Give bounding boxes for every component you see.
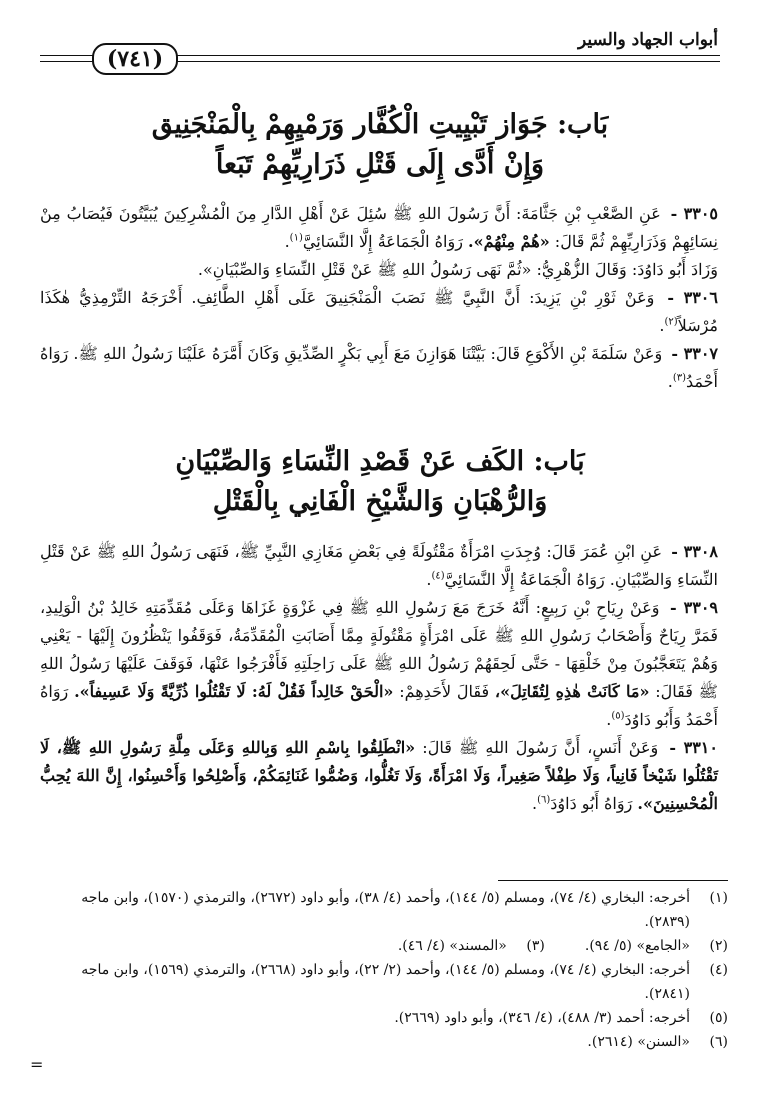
footnote-3 [398, 934, 545, 958]
hadith-3308 [40, 538, 718, 594]
footnote-separator [498, 880, 728, 881]
chapter-heading-1-line-1: بَاب: جَوَاز تَبْيِيتِ الْكُفَّار وَرَمْيِهِمْ بِالْمَنْجَنِيق [151, 109, 609, 140]
running-title: أبواب الجهاد والسير [577, 30, 718, 50]
footnote-number: (٢) [709, 938, 728, 954]
footnote-text: أخرجه: البخاري (٤/ ٧٤)، ومسلم (٥/ ١٤٤)، وأحمد (٤/ ٣٨)، وأبو داود (٢٦٧٢)، والترمذي (١٥٧٠)، وابن ماجه (٢٨٣٩). [81, 890, 690, 930]
footnote-4 [40, 958, 728, 1006]
hadith-text: وَعَنْ رِيَاحِ بْنِ رَبِيعٍ: أَنَّهُ خَرَجَ مَعَ رَسُولِ اللهِ ﷺ فِي غَزْوَةٍ غَزَاهَا وَعَلَى مُقَدِّمَتِهِ خَالِدُ بْنُ الْوَلِيدِ، فَمَرَّ رِيَاحٌ وَأَصْحَابُ رَسُولِ اللهِ ﷺ عَلَى امْرَأَةٍ مَقْتُولَةٍ مِمَّا أَصَابَتِ الْمُقَدِّمَةُ، فَوَقَفُوا يَنْظُرُونَ إِلَيْهَا - يَعْنِي وَهُمْ يَتَعَجَّبُونَ مِنْ خَلْقِهَا - حَتَّى لَحِقَهُمْ رَسُولُ اللهِ ﷺ عَلَى رَاحِلَتِهِ فَأَفْرَجُوا عَنْهَا، فَوَقَفَ عَلَيْهَا رَسُولُ اللهِ ﷺ فَقَالَ: [40, 598, 718, 701]
chapter-heading-2-line-2: وَالرُّهْبَانِ وَالشَّيْخِ الْفَانِي بِالْقَتْلِ [212, 486, 548, 517]
chapter-heading-2-line-1: بَاب: الكَف عَنْ قَصْدِ النِّسَاءِ وَالصِّبْيَانِ [175, 446, 585, 477]
hadith-source: رَوَاهُ أَبُو دَاوُدَ [550, 794, 633, 813]
footnote-text: «الجامع» (٥/ ٩٤). [584, 938, 690, 954]
footnote-ref[interactable]: (٢) [664, 316, 678, 328]
hadith-number: ٣٣٠٩ - [670, 598, 719, 617]
footnote-ref[interactable]: (١) [289, 232, 303, 244]
footnote-ref[interactable]: (٤) [431, 570, 445, 582]
prophetic-quote: «انْطَلِقُوا بِاسْمِ اللهِ وَبِاللهِ وَعَلَى مِلَّةِ رَسُولِ اللهِ ﷺ، لَا تَقْتُلُوا شَيْخاً فَانِياً، وَلَا طِفْلاً صَغِيراً، وَلَا امْرَأَةً، وَلَا تَغُلُّوا، وَضُمُّوا غَنَائِمَكُمْ، وَأَصْلِحُوا وَأَحْسِنُوا، إِنَّ اللهَ يُحِبُّ الْمُحْسِنِينَ». [40, 738, 718, 813]
footnote-number: (٦) [709, 1034, 728, 1050]
hadith-3305-addition [40, 256, 718, 284]
footnote-number: (١) [709, 890, 728, 906]
prophetic-quote: «مَا كَانَتْ هٰذِهِ لِتُقَاتِلَ»، [494, 682, 650, 701]
hadith-3305 [40, 200, 718, 256]
continues-mark: = [30, 1055, 44, 1074]
hadith-text: عَنِ ابْنِ عُمَرَ قَالَ: وُجِدَتِ امْرَأَةٌ مَقْتُولَةً فِي بَعْضِ مَغَازِي النَّبِيِّ ﷺ، فَنَهَى رَسُولُ اللهِ ﷺ عَنْ قَتْلِ النِّسَاءِ وَالصِّبْيَانِ. رَوَاهُ الْجَمَاعَةُ إِلَّا النَّسَائِيَّ [40, 542, 718, 589]
footnote-number: (٣) [526, 938, 545, 954]
prophetic-quote: «الْحَقْ خَالِداً فَقُلْ لَهُ: لَا تَقْتُلُوا ذُرِّيَّةً وَلَا عَسِيفاً». [74, 682, 394, 701]
hadith-number: ٣٣٠٥ - [670, 204, 718, 223]
footnote-ref[interactable]: (٣) [672, 372, 687, 384]
hadith-source: رَوَاهُ أَحْمَدُ وَأَبُو دَاوُدَ [40, 682, 718, 729]
footnote-ref[interactable]: (٦) [537, 794, 551, 806]
hadith-source: رَوَاهُ الْجَمَاعَةُ إِلَّا النَّسَائِيَّ [302, 232, 463, 251]
footnote-text: «المسند» (٤/ ٤٦). [397, 938, 507, 954]
footnote-text: «السنن» (٢٦١٤). [587, 1034, 690, 1050]
body-block-1 [40, 200, 718, 396]
hadith-text: وَعَنْ أَنَسٍ، أَنَّ رَسُولَ اللهِ ﷺ قَالَ: [422, 738, 659, 757]
footnote-text: أخرجه: أحمد (٣/ ٤٨٨)، (٤/ ٣٤٦)، وأبو داود (٢٦٦٩). [394, 1010, 690, 1026]
hadith-end: . [532, 794, 538, 813]
footnote-1 [40, 886, 728, 934]
hadith-end: . [659, 316, 665, 335]
footnote-6 [40, 1030, 728, 1054]
hadith-text: عَنِ الصَّعْبِ بْنِ جَثَّامَةَ: أَنَّ رَسُولَ اللهِ ﷺ سُئِلَ عَنْ أَهْلِ الدَّارِ مِنَ الْمُشْرِكِينَ يُبَيَّتُونَ فَيُصَابُ مِنْ نِسَائِهِمْ وَذَرَارِيِّهِمْ ثُمَّ قَالَ: [40, 204, 718, 251]
hadith-text-mid: فَقَالَ لأَحَدِهِمْ: [399, 682, 490, 701]
hadith-end: . [426, 570, 432, 589]
footnote-text: أخرجه: البخاري (٤/ ٧٤)، ومسلم (٥/ ١٤٤)، وأحمد (٢/ ٢٢)، وأبو داود (٢٦٦٨)، والترمذي (١٥٦٩)، وابن ماجه (٢٨٤١). [81, 962, 690, 1002]
hadith-3306 [40, 284, 718, 340]
hadith-end: . [606, 710, 612, 729]
chapter-heading-1 [40, 105, 720, 185]
hadith-text: وَعَنْ سَلَمَةَ بْنِ الأَكْوَعِ قَالَ: بَيَّتْنَا هَوَازِنَ مَعَ أَبِي بَكْرٍ الصِّدِّيقِ وَكَانَ أَمَّرَهُ عَلَيْنَا رَسُولُ اللهِ ﷺ. رَوَاهُ أَحْمَدُ [40, 344, 718, 391]
hadith-number: ٣٣٠٧ - [671, 344, 718, 363]
hadith-3310 [40, 734, 718, 818]
page-header [30, 28, 730, 78]
hadith-text: وَعَنْ ثَوْرِ بْنِ يَزِيدَ: أَنَّ النَّبِيَّ ﷺ نَصَبَ الْمَنْجَنِيقَ عَلَى أَهْلِ الطَّائِفِ. أَخْرَجَهُ التِّرْمِذِيُّ هٰكَذَا مُرْسَلاً [40, 288, 718, 335]
footnotes [40, 886, 728, 1054]
hadith-number: ٣٣٠٨ - [671, 542, 719, 561]
hadith-end: . [667, 372, 673, 391]
footnote-5 [40, 1006, 728, 1030]
page-number: (٧٤١) [92, 43, 178, 75]
footnote-2 [585, 934, 728, 958]
chapter-heading-1-line-2: وَإِنْ أَدَّى إِلَى قَتْلِ ذَرَارِيِّهِمْ تَبَعاً [215, 149, 545, 180]
hadith-number: ٣٣١٠ - [669, 738, 718, 757]
hadith-3309 [40, 594, 718, 734]
hadith-end: . [284, 232, 290, 251]
footnotes-2-3 [40, 934, 728, 958]
footnote-number: (٥) [709, 1010, 728, 1026]
hadith-number: ٣٣٠٦ - [667, 288, 718, 307]
footnote-number: (٤) [709, 962, 728, 978]
hadith-3307 [40, 340, 718, 396]
hadith-text: وَزَادَ أَبُو دَاوُدَ: وَقَالَ الزُّهْرِيُّ: «ثُمَّ نَهَى رَسُولُ اللهِ ﷺ عَنْ قَتْلِ النِّسَاءِ وَالصِّبْيَانِ». [197, 260, 718, 279]
chapter-heading-2 [40, 442, 720, 522]
body-block-2 [40, 538, 718, 818]
prophetic-quote: «هُمْ مِنْهُمْ». [468, 232, 550, 251]
footnote-ref[interactable]: (٥) [611, 710, 625, 722]
